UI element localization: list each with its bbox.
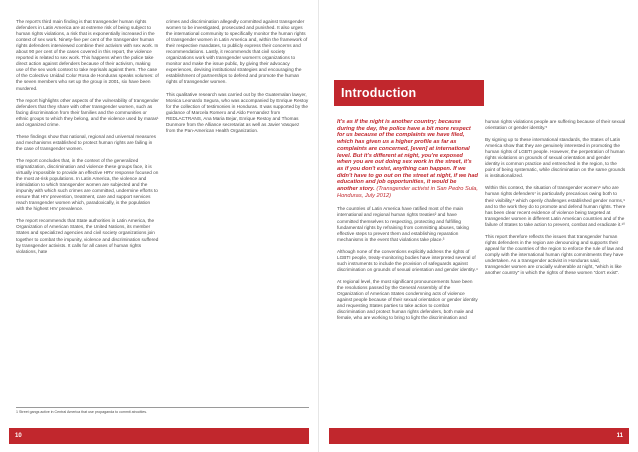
section-heading: Introduction	[334, 80, 484, 106]
paragraph: crimes and discrimination allegedly committed against transgender women to be investigated, prosecuted and punished. It also urges the international community to specifically monitor the human rights of transgender women in Latin America and, within the framework of their respective mandates, to publicly express their concerns and recommendations. Lastly, it recommends that civil society organizations work with transgender women's organizations to monitor and make the issue public, by giving their advocacy experiences, devising institutional strategies and encouraging the establishment of partnerships to defend and promote the human rights of transgender women.	[166, 19, 308, 85]
left-column-2	[166, 19, 309, 140]
paragraph: The report concludes that, in the context of the generalized stigmatization, discrimination and violence these groups face, it is virtually impossible to provide an effective HRV response focused on the most at-risk populations. In Latin America, the violence and intimidation to which transgender women are subjected and the impunity with which such crimes are committed, undermine efforts to ensure that HIV prevention, treatment, care and support services reach transgender women which, paradoxically, is the population with the highest HIV prevalence.	[16, 157, 159, 212]
right-page	[319, 0, 638, 452]
paragraph: This qualitative research was carried out by the Guatemalan lawyer, Monica Leonardo Segura, who was accompanied by Enrique Restoy for the collection of testimonies in Honduras. It was supported by the guidance of Marcela Romero and Aldo Fernandez from REDLACTRANS, Ana Maria Bejar, Enrique Restoy and Thomas Dunmore from the Alliance secretariat as well as Javier Vasquez from the Pan-American Health Organization.	[166, 91, 309, 133]
paragraph: These findings show that national, regional and universal measures and mechanisms established to protect human rights are failing in the case of transgender women.	[16, 133, 156, 151]
right-column-1	[337, 119, 478, 327]
paragraph: By signing up to these international standards, the States of Latin America show that they are genuinely interested in promoting the human rights of LGBTI people. However, the perpetration of human rights violations on grounds of sexual orientation and gender identity is common practice and entrenched in the region, to the point of being systematic, while discrimination on the same grounds is institutionalized.	[485, 137, 626, 179]
right-column-2	[485, 119, 626, 282]
page-number-bar-right	[329, 428, 629, 444]
paragraph: The report highlights other aspects of the vulnerability of transgender defenders that they share with other transgender women, such as facing discrimination from their families and the communities or ethnic groups to which they belong, and the violence used by maras¹ and organized crime.	[16, 97, 159, 127]
paragraph: Within this context, the situation of transgender women⁶ who are human rights defenders⁷ is particularly precarious owing both to their visibility,⁸ which openly challenges established gender norms,⁹ and to the work they do to promote and defend human rights. There has been clear recent evidence of violence being targeted at transgender women in different Latin American countries and of the failure of States to take action to prevent, combat and eradicate it.¹⁰	[485, 185, 626, 227]
paragraph: This report therefore reflects the issues that transgender human rights defenders in the region are denouncing and supports their appeal for the countries of the region to enforce the rule of law and comply with the international human rights commitments they have undertaken. As a transgender activist in Honduras said, transgender women are crucially vulnerable at night, "which is like another country" in which the rights of these women "don't exist".	[485, 233, 624, 276]
footnote-divider	[16, 407, 309, 408]
paragraph: The countries of Latin America have ratified most of the main international and regional human rights treaties² and have committed themselves to respecting, protecting and fulfilling fundamental rights by refraining from committing abuses, taking effective steps to prevent them and establishing reparation mechanisms in the event that violations take place.³	[337, 206, 469, 242]
paragraph: The report recommends that State authorities in Latin America, the Organization of American States, the United Nations, its member States and specialized agencies and civil society organizations join together to combat the impunity, violence and discrimination suffered by transgender activists. It calls for all cases of human rights violations, hate	[16, 218, 159, 254]
paragraph: The report's third main finding is that transgender human rights defenders in Latin America are at extreme risk of being subject to human rights violations, a risk that is exponentially increased in the context of sex work. Ninety-five per cent of the transgender human rights defenders interviewed combine their activism with sex work. In about 90 per cent of the cases covered in this report, the violence reported is related to sex work. This happens when the police take direct action against defenders because of their activism, making use of the sex work context to take reprisals against them. The case of the Colectivo Unidad Color Rosa de Honduras speaks volumes: of the seven members who set up the group in 2001, six have been murdered.	[16, 19, 159, 91]
page-number-bar-left	[9, 428, 309, 444]
page-number: 10	[15, 433, 22, 439]
quote-text: It's as if the night is another country; because during the day, the police have a bit more respect for us because of the complaints we have filed, which has given us a higher profile as far as complaints are concerned, [even] at international level. But it's different at night, you're exposed when you are out doing sex work in the street, it's as if you don't exist, anything can happen. If we didn't have to go out on the street at night, if we had education and job opportunities, it would be another story.	[337, 119, 479, 193]
paragraph: Although none of the conventions explicitly address the rights of LGBTI people, treaty-monitoring bodies have interpreted several of such instruments to include the provision of safeguards against discrimination on grounds of sexual orientation and gender identity.⁴	[337, 248, 478, 272]
paragraph: At regional level, the most significant pronouncements have been the resolutions passed by the General Assembly of the Organization of American States condemning acts of violence against people because of their sexual orientation or gender identity and requesting States parties to take action to combat discrimination and protect human rights defenders, both male and female, who are working to bring to light the discrimination and	[337, 278, 478, 321]
footnote: 1 Street gangs active in Central America that use propaganda to commit atrocities.	[16, 410, 148, 414]
left-column-1	[16, 19, 159, 261]
page-number: 11	[616, 433, 623, 439]
pull-quote	[337, 119, 478, 199]
quote-citation: (Transgender activist in San Pedro Sula, Honduras, July 2012)	[337, 186, 479, 199]
paragraph: human rights violations people are suffering because of their sexual orientation or gender identity.⁵	[485, 119, 626, 131]
